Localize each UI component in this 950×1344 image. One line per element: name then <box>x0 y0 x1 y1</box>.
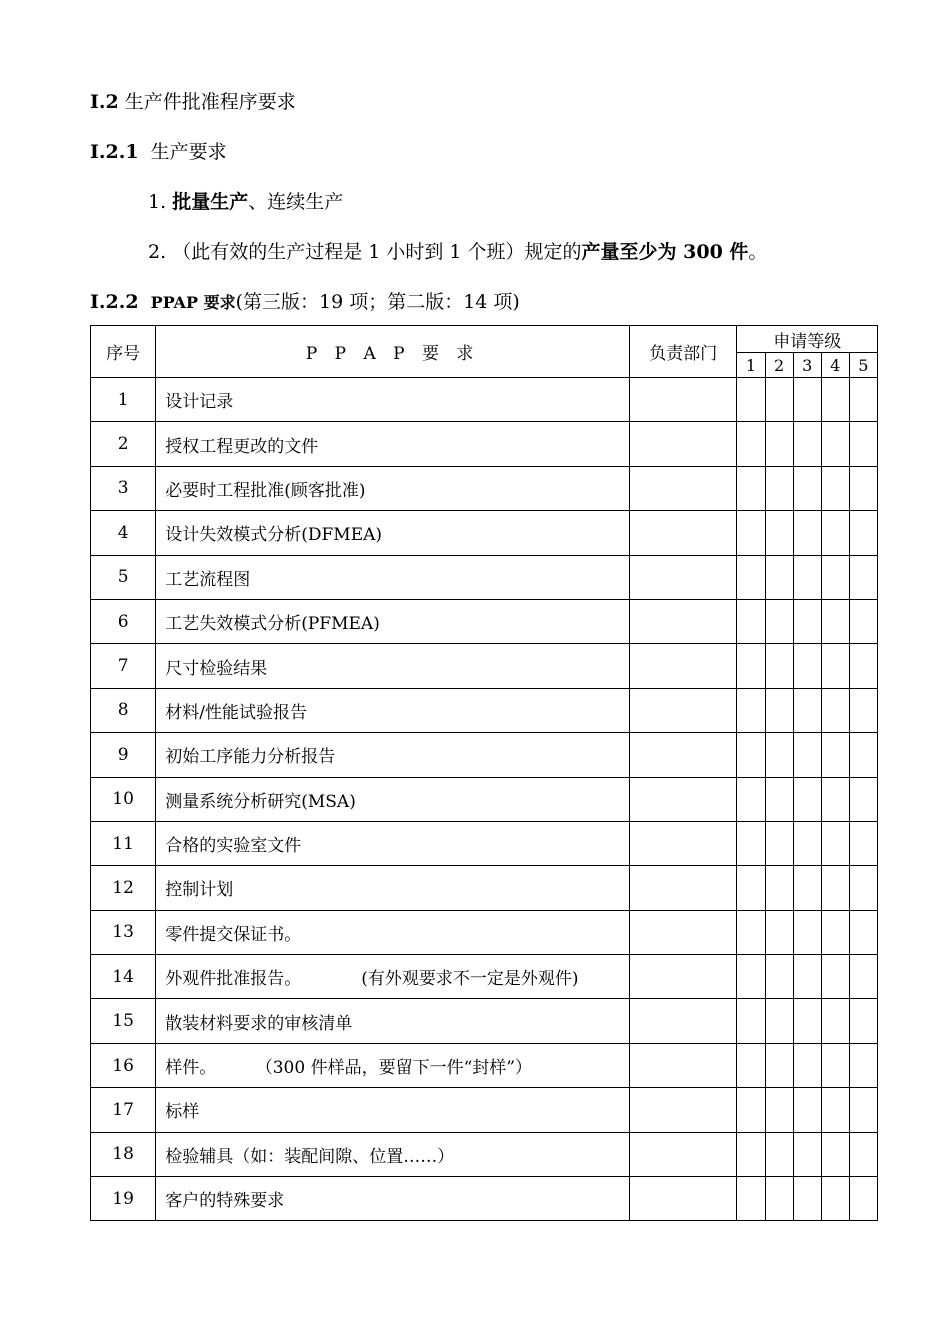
row-level-5-cell[interactable] <box>849 777 877 821</box>
section-title: 生产件批准程序要求 <box>124 91 296 113</box>
row-department-cell[interactable] <box>630 1088 737 1132</box>
row-level-2-cell[interactable] <box>765 999 793 1043</box>
item-bold-text: 产量至少为 300 件 <box>581 241 749 263</box>
table-header-row <box>91 326 878 353</box>
row-level-2-cell[interactable] <box>765 688 793 732</box>
section-number: I.2.2 <box>90 291 139 313</box>
row-number: 13 <box>91 910 156 954</box>
row-level-3-cell[interactable] <box>793 422 821 466</box>
row-level-3-cell[interactable] <box>793 733 821 777</box>
requirement-text: 材料/性能试验报告 <box>165 702 307 723</box>
requirement-note: (有外观要求不一定是外观件) <box>361 969 579 990</box>
row-level-3-cell[interactable] <box>793 910 821 954</box>
row-level-2-cell[interactable] <box>765 644 793 688</box>
requirement-text: 标样 <box>165 1102 200 1123</box>
row-number: 8 <box>91 688 156 732</box>
row-department-cell[interactable] <box>630 688 737 732</box>
table-row <box>91 599 878 643</box>
row-level-5-cell[interactable] <box>849 1132 877 1176</box>
section-number: I.2 <box>90 91 119 113</box>
row-level-3-cell[interactable] <box>793 599 821 643</box>
row-level-4-cell[interactable] <box>821 466 849 510</box>
row-level-3-cell[interactable] <box>793 1043 821 1087</box>
requirement-text: 样件。 <box>165 1058 217 1079</box>
row-level-1-cell[interactable] <box>737 688 765 732</box>
row-level-4-cell[interactable] <box>821 511 849 555</box>
row-level-3-cell[interactable] <box>793 644 821 688</box>
row-level-1-cell[interactable] <box>737 1132 765 1176</box>
row-level-1-cell[interactable] <box>737 777 765 821</box>
row-level-4-cell[interactable] <box>821 777 849 821</box>
requirement-text: 设计失效模式分析(DFMEA) <box>165 525 383 546</box>
table-row <box>91 644 878 688</box>
row-department-cell[interactable] <box>630 821 737 865</box>
row-number: 7 <box>91 644 156 688</box>
row-level-5-cell[interactable] <box>849 511 877 555</box>
header-level-3: 3 <box>793 353 821 378</box>
row-level-2-cell[interactable] <box>765 955 793 999</box>
row-level-2-cell[interactable] <box>765 910 793 954</box>
ppap-requirements-table <box>90 325 878 1221</box>
row-department-cell[interactable] <box>630 644 737 688</box>
section-heading-i22 <box>90 290 520 315</box>
table-row <box>91 422 878 466</box>
section-title: (第三版：19 项；第二版：14 项) <box>235 291 520 313</box>
row-level-2-cell[interactable] <box>765 555 793 599</box>
requirement-note: （300 件样品，要留下一件“封样”） <box>264 1058 532 1079</box>
row-requirement <box>156 466 630 510</box>
table-row <box>91 910 878 954</box>
item-end: 。 <box>748 241 768 263</box>
row-level-1-cell[interactable] <box>737 866 765 910</box>
row-department-cell[interactable] <box>630 999 737 1043</box>
row-level-2-cell[interactable] <box>765 777 793 821</box>
row-level-5-cell[interactable] <box>849 378 877 422</box>
row-number: 14 <box>91 955 156 999</box>
requirement-text: 零件提交保证书。 <box>165 924 302 945</box>
row-number: 10 <box>91 777 156 821</box>
row-level-5-cell[interactable] <box>849 733 877 777</box>
section-heading-i2 <box>90 90 296 114</box>
row-department-cell[interactable] <box>630 1043 737 1087</box>
header-level-5: 5 <box>849 353 877 378</box>
row-level-3-cell[interactable] <box>793 378 821 422</box>
section-number: I.2.1 <box>90 141 139 163</box>
row-requirement <box>156 511 630 555</box>
item-number: 1. <box>148 191 167 213</box>
row-requirement <box>156 733 630 777</box>
row-requirement <box>156 866 630 910</box>
header-department: 负责部门 <box>630 326 737 378</box>
row-level-2-cell[interactable] <box>765 511 793 555</box>
row-department-cell[interactable] <box>630 511 737 555</box>
row-level-2-cell[interactable] <box>765 1177 793 1221</box>
header-level-4: 4 <box>821 353 849 378</box>
row-department-cell[interactable] <box>630 555 737 599</box>
row-department-cell[interactable] <box>630 378 737 422</box>
header-requirement: P P A P 要 求 <box>156 326 630 378</box>
row-level-3-cell[interactable] <box>793 555 821 599</box>
row-level-4-cell[interactable] <box>821 1177 849 1221</box>
row-requirement <box>156 777 630 821</box>
table-row <box>91 1043 878 1087</box>
row-number: 17 <box>91 1088 156 1132</box>
requirement-text: 测量系统分析研究(MSA) <box>165 791 356 812</box>
requirement-text: 设计记录 <box>165 392 234 413</box>
row-requirement <box>156 1177 630 1221</box>
row-level-5-cell[interactable] <box>849 1177 877 1221</box>
row-level-1-cell[interactable] <box>737 378 765 422</box>
row-level-4-cell[interactable] <box>821 422 849 466</box>
row-requirement <box>156 955 630 999</box>
row-level-5-cell[interactable] <box>849 999 877 1043</box>
section-title: 生产要求 <box>150 141 227 163</box>
row-requirement <box>156 378 630 422</box>
row-level-1-cell[interactable] <box>737 466 765 510</box>
table-row <box>91 466 878 510</box>
row-number: 6 <box>91 599 156 643</box>
item-text: 、连续生产 <box>248 191 344 213</box>
row-level-1-cell[interactable] <box>737 555 765 599</box>
row-level-3-cell[interactable] <box>793 466 821 510</box>
row-number: 18 <box>91 1132 156 1176</box>
row-number: 1 <box>91 378 156 422</box>
section-heading-i21 <box>90 140 227 164</box>
row-level-3-cell[interactable] <box>793 1088 821 1132</box>
row-level-4-cell[interactable] <box>821 821 849 865</box>
table-row <box>91 555 878 599</box>
table-row <box>91 999 878 1043</box>
row-level-1-cell[interactable] <box>737 511 765 555</box>
row-level-4-cell[interactable] <box>821 955 849 999</box>
row-level-4-cell[interactable] <box>821 1088 849 1132</box>
table-row <box>91 777 878 821</box>
row-number: 16 <box>91 1043 156 1087</box>
header-level-group: 申请等级 <box>737 326 878 353</box>
row-level-1-cell[interactable] <box>737 999 765 1043</box>
header-level-1: 1 <box>737 353 765 378</box>
row-requirement <box>156 1088 630 1132</box>
requirement-text: 合格的实验室文件 <box>165 836 302 857</box>
row-level-5-cell[interactable] <box>849 422 877 466</box>
header-level-2: 2 <box>765 353 793 378</box>
row-department-cell[interactable] <box>630 422 737 466</box>
row-level-2-cell[interactable] <box>765 599 793 643</box>
row-level-2-cell[interactable] <box>765 733 793 777</box>
table-row <box>91 1177 878 1221</box>
row-department-cell[interactable] <box>630 955 737 999</box>
row-requirement <box>156 555 630 599</box>
item-text: （此有效的生产过程是 1 小时到 1 个班）规定的 <box>172 241 582 263</box>
row-level-4-cell[interactable] <box>821 378 849 422</box>
row-level-4-cell[interactable] <box>821 910 849 954</box>
row-level-1-cell[interactable] <box>737 422 765 466</box>
row-level-2-cell[interactable] <box>765 422 793 466</box>
row-level-2-cell[interactable] <box>765 466 793 510</box>
row-level-2-cell[interactable] <box>765 1132 793 1176</box>
row-level-5-cell[interactable] <box>849 555 877 599</box>
row-number: 5 <box>91 555 156 599</box>
row-level-4-cell[interactable] <box>821 555 849 599</box>
row-level-2-cell[interactable] <box>765 378 793 422</box>
row-level-5-cell[interactable] <box>849 1088 877 1132</box>
table-row <box>91 955 878 999</box>
row-level-1-cell[interactable] <box>737 1177 765 1221</box>
production-item-2 <box>148 240 767 264</box>
requirement-text: 授权工程更改的文件 <box>165 436 319 457</box>
row-number: 12 <box>91 866 156 910</box>
row-requirement <box>156 1043 630 1087</box>
table-row <box>91 733 878 777</box>
row-level-5-cell[interactable] <box>849 1043 877 1087</box>
row-level-5-cell[interactable] <box>849 644 877 688</box>
row-requirement <box>156 599 630 643</box>
requirement-text: 初始工序能力分析报告 <box>165 747 336 768</box>
requirement-text: 必要时工程批准(顾客批准) <box>165 480 366 501</box>
row-requirement <box>156 821 630 865</box>
row-number: 11 <box>91 821 156 865</box>
row-level-4-cell[interactable] <box>821 644 849 688</box>
row-level-3-cell[interactable] <box>793 999 821 1043</box>
requirement-text: 尺寸检验结果 <box>165 658 268 679</box>
table-row <box>91 866 878 910</box>
requirement-text: 工艺失效模式分析(PFMEA) <box>165 614 380 635</box>
row-department-cell[interactable] <box>630 1132 737 1176</box>
row-number: 3 <box>91 466 156 510</box>
row-level-5-cell[interactable] <box>849 866 877 910</box>
row-department-cell[interactable] <box>630 466 737 510</box>
requirement-text: 客户的特殊要求 <box>165 1191 285 1212</box>
row-level-1-cell[interactable] <box>737 910 765 954</box>
requirement-text: 工艺流程图 <box>165 569 251 590</box>
row-level-3-cell[interactable] <box>793 511 821 555</box>
requirement-text: 散装材料要求的审核清单 <box>165 1013 353 1034</box>
row-level-1-cell[interactable] <box>737 644 765 688</box>
row-requirement <box>156 999 630 1043</box>
row-level-1-cell[interactable] <box>737 733 765 777</box>
row-level-2-cell[interactable] <box>765 1088 793 1132</box>
row-number: 4 <box>91 511 156 555</box>
row-level-5-cell[interactable] <box>849 955 877 999</box>
row-department-cell[interactable] <box>630 866 737 910</box>
row-department-cell[interactable] <box>630 910 737 954</box>
item-number: 2. <box>148 241 167 263</box>
header-no: 序号 <box>91 326 156 378</box>
row-level-3-cell[interactable] <box>793 1177 821 1221</box>
row-number: 19 <box>91 1177 156 1221</box>
row-level-1-cell[interactable] <box>737 821 765 865</box>
requirement-text: 控制计划 <box>165 880 234 901</box>
section-bold-title: PPAP 要求 <box>150 293 236 312</box>
row-level-1-cell[interactable] <box>737 1088 765 1132</box>
row-level-4-cell[interactable] <box>821 866 849 910</box>
table-row <box>91 821 878 865</box>
row-level-1-cell[interactable] <box>737 599 765 643</box>
row-level-1-cell[interactable] <box>737 1043 765 1087</box>
row-level-3-cell[interactable] <box>793 1132 821 1176</box>
table-row <box>91 1132 878 1176</box>
row-requirement <box>156 910 630 954</box>
row-department-cell[interactable] <box>630 733 737 777</box>
production-item-1 <box>148 190 343 214</box>
row-level-3-cell[interactable] <box>793 688 821 732</box>
row-level-4-cell[interactable] <box>821 688 849 732</box>
row-level-3-cell[interactable] <box>793 821 821 865</box>
row-level-2-cell[interactable] <box>765 1043 793 1087</box>
row-level-4-cell[interactable] <box>821 999 849 1043</box>
row-department-cell[interactable] <box>630 599 737 643</box>
table-row <box>91 1088 878 1132</box>
requirement-text: 外观件批准报告。 <box>165 969 302 990</box>
row-department-cell[interactable] <box>630 1177 737 1221</box>
row-requirement <box>156 688 630 732</box>
row-requirement <box>156 422 630 466</box>
row-level-2-cell[interactable] <box>765 866 793 910</box>
row-requirement <box>156 1132 630 1176</box>
table-row <box>91 378 878 422</box>
row-level-1-cell[interactable] <box>737 955 765 999</box>
row-level-5-cell[interactable] <box>849 910 877 954</box>
row-level-3-cell[interactable] <box>793 777 821 821</box>
row-level-5-cell[interactable] <box>849 821 877 865</box>
row-requirement <box>156 644 630 688</box>
row-level-3-cell[interactable] <box>793 955 821 999</box>
row-level-5-cell[interactable] <box>849 599 877 643</box>
table-row <box>91 688 878 732</box>
row-department-cell[interactable] <box>630 777 737 821</box>
requirement-text: 检验辅具（如：装配间隙、位置……） <box>165 1146 455 1167</box>
row-number: 9 <box>91 733 156 777</box>
row-number: 2 <box>91 422 156 466</box>
row-level-4-cell[interactable] <box>821 1043 849 1087</box>
row-level-2-cell[interactable] <box>765 821 793 865</box>
row-level-4-cell[interactable] <box>821 1132 849 1176</box>
row-level-5-cell[interactable] <box>849 688 877 732</box>
item-bold-text: 批量生产 <box>172 191 249 213</box>
row-level-4-cell[interactable] <box>821 599 849 643</box>
row-number: 15 <box>91 999 156 1043</box>
row-level-4-cell[interactable] <box>821 733 849 777</box>
table-row <box>91 511 878 555</box>
row-level-5-cell[interactable] <box>849 466 877 510</box>
row-level-3-cell[interactable] <box>793 866 821 910</box>
